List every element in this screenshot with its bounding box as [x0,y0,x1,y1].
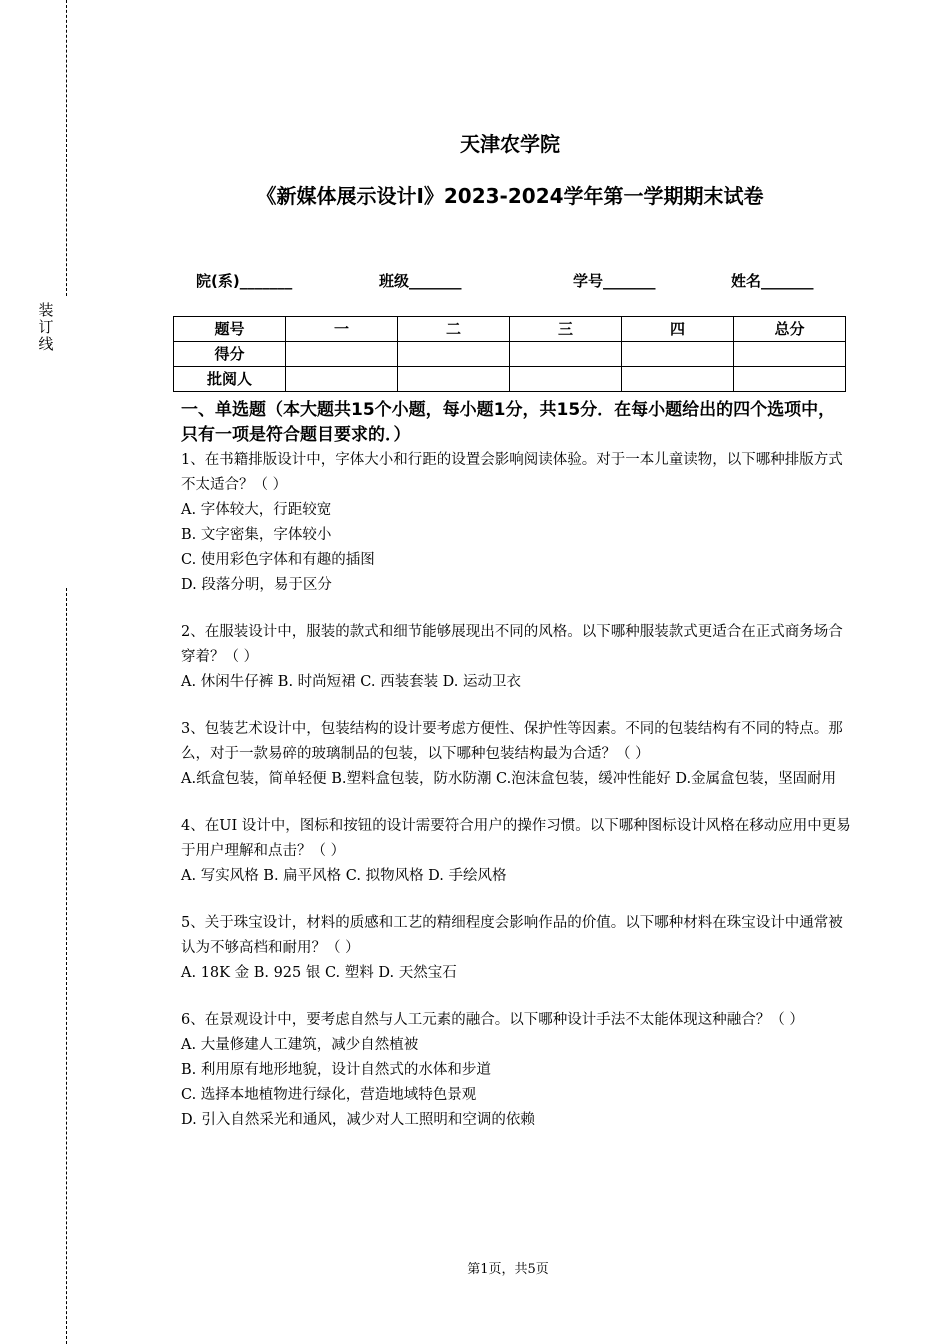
score-cell[interactable] [286,342,398,367]
question-text: 6、在景观设计中，要考虑自然与人工元素的融合。以下哪种设计手法不太能体现这种融合？（ ） [181,1012,804,1028]
row-label: 批阅人 [174,367,286,392]
binding-char: 装 [38,301,54,319]
score-cell[interactable] [734,342,846,367]
reviewer-cell[interactable] [734,367,846,392]
option-a: A. 字体较大，行距较宽 [181,502,332,518]
info-name[interactable]: 姓名_______ [731,272,814,290]
exam-content [181,398,851,1133]
score-cell[interactable] [622,342,734,367]
question-5 [181,911,851,986]
header-cell: 一 [286,317,398,342]
info-department[interactable]: 院(系)_______ [196,272,293,290]
reviewer-cell[interactable] [398,367,510,392]
reviewer-cell[interactable] [622,367,734,392]
question-1 [181,448,851,598]
score-row [174,342,846,367]
options-line: A. 18K 金 B. 925 银 C. 塑料 D. 天然宝石 [181,965,457,981]
score-cell[interactable] [398,342,510,367]
score-cell[interactable] [510,342,622,367]
question-text: 2、在服装设计中，服装的款式和细节能够展现出不同的风格。以下哪种服装款式更适合在正式商务场合穿着？（ ） [181,624,843,665]
reviewer-row [174,367,846,392]
score-table-header-row [174,317,846,342]
question-6 [181,1008,851,1133]
binding-label [36,302,56,353]
school-name: 天津农学院 [460,132,560,156]
binding-char: 线 [38,335,54,353]
options-line: A. 写实风格 B. 扁平风格 C. 拟物风格 D. 手绘风格 [181,868,507,884]
exam-title: 《新媒体展示设计Ⅰ》2023-2024学年第一学期期末试卷 [256,184,764,208]
options-line: A. 休闲牛仔裤 B. 时尚短裙 C. 西装套装 D. 运动卫衣 [181,674,522,690]
reviewer-cell[interactable] [286,367,398,392]
section-title: 一、单选题（本大题共15个小题，每小题1分，共15分．在每小题给出的四个选项中，只有一项是符合题目要求的．） [181,400,836,445]
option-b: B. 利用原有地形地貌，设计自然式的水体和步道 [181,1062,491,1078]
header-cell: 二 [398,317,510,342]
option-d: D. 引入自然采光和通风，减少对人工照明和空调的依赖 [181,1112,535,1128]
header-cell: 四 [622,317,734,342]
row-label: 得分 [174,342,286,367]
info-class[interactable]: 班级_______ [379,272,462,290]
option-a: A. 大量修建人工建筑，减少自然植被 [181,1037,419,1053]
question-text: 3、包装艺术设计中，包装结构的设计要考虑方便性、保护性等因素。不同的包装结构有不同的特点。那么，对于一款易碎的玻璃制品的包装，以下哪种包装结构最为合适？（ ） [181,721,843,762]
header-cell: 总分 [734,317,846,342]
question-text: 4、在UI 设计中，图标和按钮的设计需要符合用户的操作习惯。以下哪种图标设计风格在移动应用中更易于用户理解和点击？（ ） [181,818,851,859]
question-4 [181,814,851,889]
page-number: 第1页，共5页 [467,1262,549,1277]
option-c: C. 选择本地植物进行绿化，营造地域特色景观 [181,1087,477,1103]
question-3 [181,717,851,792]
question-text: 1、在书籍排版设计中，字体大小和行距的设置会影响阅读体验。对于一本儿童读物，以下哪种排版方式不太适合？（ ） [181,452,843,493]
option-c: C. 使用彩色字体和有趣的插图 [181,552,375,568]
reviewer-cell[interactable] [510,367,622,392]
header-cell: 三 [510,317,622,342]
question-text: 5、关于珠宝设计，材料的质感和工艺的精细程度会影响作品的价值。以下哪种材料在珠宝设计中通常被认为不够高档和耐用？（ ） [181,915,843,956]
binding-char: 订 [38,318,54,336]
binding-line [66,588,67,1344]
question-2 [181,620,851,695]
info-student-id[interactable]: 学号_______ [573,272,656,290]
option-b: B. 文字密集，字体较小 [181,527,332,543]
options-line: A.纸盒包装，简单轻便 B.塑料盒包装，防水防潮 C.泡沫盒包装，缓冲性能好 D.金属盒包装，坚固耐用 [181,771,837,787]
option-d: D. 段落分明，易于区分 [181,577,332,593]
header-cell: 题号 [174,317,286,342]
score-table [173,316,846,392]
